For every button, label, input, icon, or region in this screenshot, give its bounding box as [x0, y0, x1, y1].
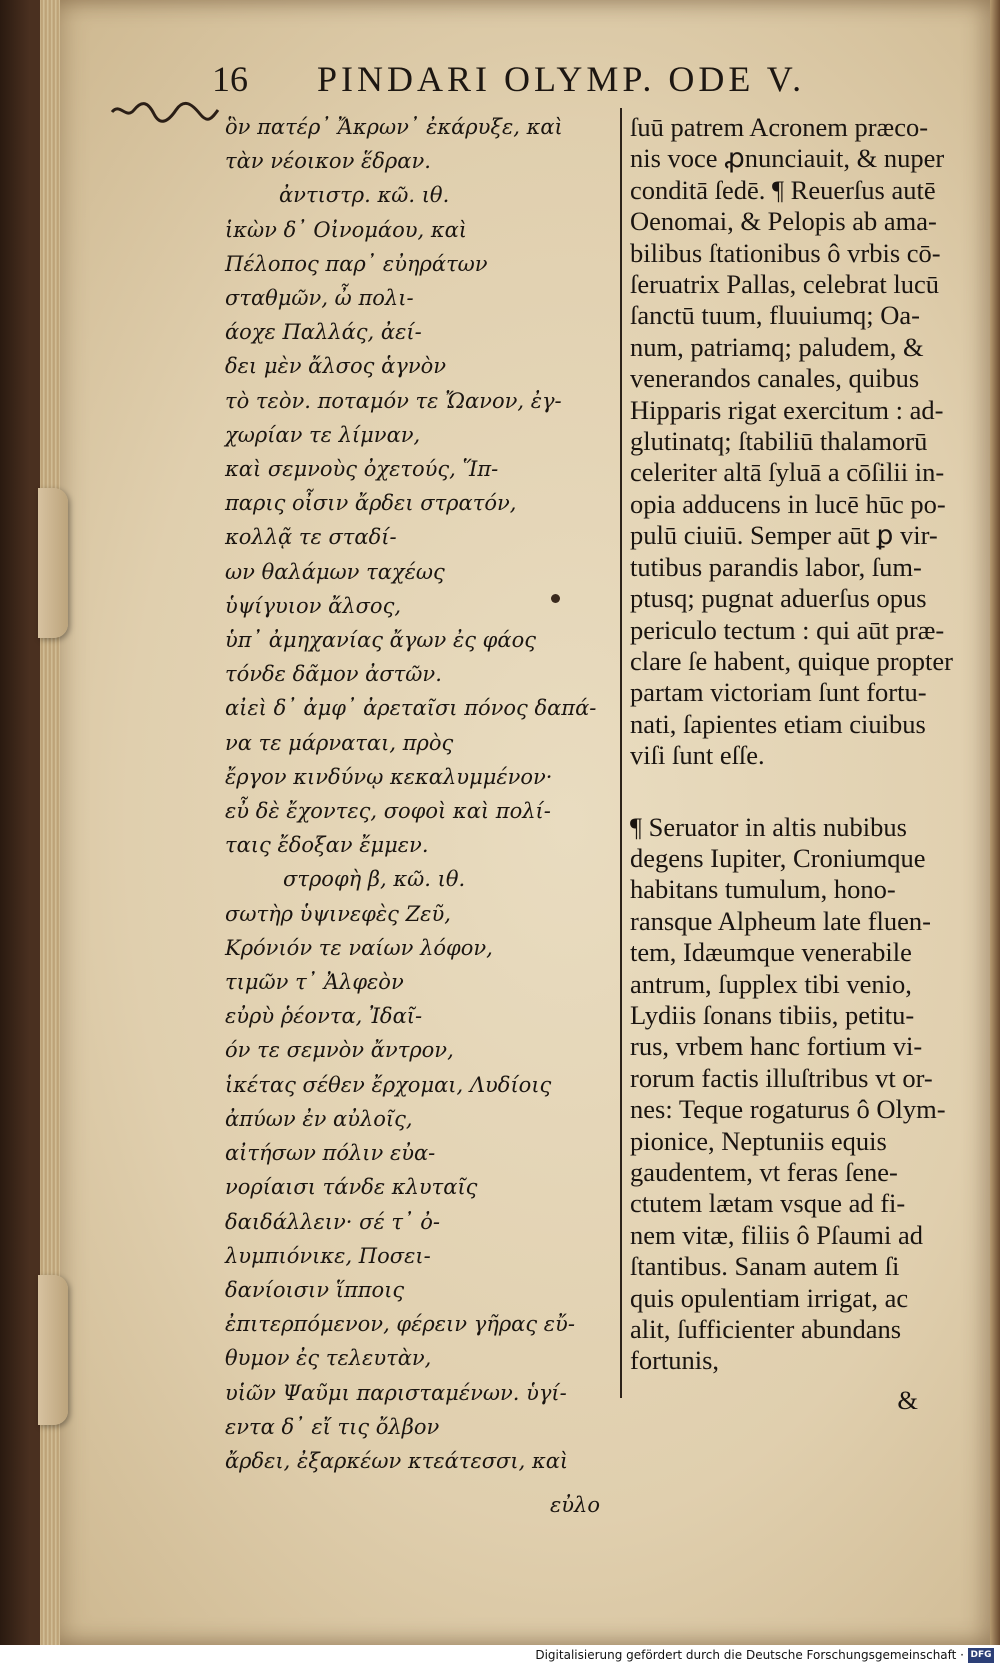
greek-line: χωρίαν τε λίμναν,: [225, 422, 421, 447]
paragraph-gap: [630, 772, 928, 812]
latin-line: habitans tumulum, hono-: [630, 874, 896, 905]
latin-line: ransque Alpheum late fluen-: [630, 905, 931, 936]
latin-text-column: [630, 112, 954, 1416]
greek-line: αἰτήσων πόλιν εὐα-: [225, 1141, 436, 1166]
greek-line: εντα δ᾽ εἴ τις ὄλβον: [225, 1414, 440, 1439]
greek-line: Κρόνιόν τε ναίων λόφον,: [225, 935, 493, 960]
greek-line: αἰεὶ δ᾽ ἀμφ᾽ ἀρεταῖσι πόνος δαπά-: [225, 696, 597, 721]
greek-catchword: εὐλο: [550, 1493, 600, 1518]
latin-line: venerandos canales, quibus: [630, 363, 920, 394]
running-title: PINDARI OLYMP. ODE V.: [317, 59, 806, 99]
greek-line: ἱκὼν δ᾽ Οἰνομάου, καὶ: [225, 217, 468, 242]
greek-line: δανίοισιν ἵπποις: [225, 1277, 405, 1302]
greek-line: όν τε σεμνὸν ἄντρον,: [225, 1038, 454, 1063]
latin-line: tutibus parandis labor, ſum-: [630, 551, 922, 582]
latin-line: partam victoriam ſunt fortu-: [630, 677, 927, 708]
greek-line: θυμον ἐς τελευτὰν,: [225, 1346, 432, 1371]
greek-line: ἄρδει, ἐξαρκέων κτεάτεσσι, καὶ: [225, 1448, 569, 1473]
latin-line: viſi ſunt eſſe.: [630, 740, 765, 771]
latin-line: periculo tectum : qui aūt præ-: [630, 614, 945, 645]
latin-line: ptusq; pugnat aduerſus opus: [630, 583, 927, 614]
latin-line: Hipparis rigat exercitum : ad-: [630, 394, 944, 425]
latin-line: num, patriamq; paludem, &: [630, 331, 924, 362]
greek-line: τὰν νέοικον ἕδραν.: [225, 149, 431, 174]
latin-line: tem, Idæumque venerabile: [630, 937, 912, 968]
latin-line: nem vitæ, filiis ô Pſaumi ad: [630, 1219, 923, 1250]
latin-line: pulū ciuiū. Semper aūt ꝑ vir-: [630, 520, 938, 551]
column-rule: [620, 108, 622, 1398]
latin-line: bilibus ſtationibus ô vrbis cō-: [630, 237, 941, 268]
footer-credit: Digitalisierung gefördert durch die Deutsche Forschungsgemeinschaft ·: [535, 1648, 964, 1662]
latin-line: Oenomai, & Pelopis ab ama-: [630, 206, 937, 237]
greek-line: δαιδάλλειν· σέ τ᾽ ὀ-: [225, 1209, 440, 1234]
greek-line: Πέλοπος παρ᾽ εὐηράτων: [225, 251, 488, 276]
greek-line: εὖ δὲ ἔχοντες, σοφοὶ καὶ πολί-: [225, 799, 551, 824]
greek-line: τιμῶν τ᾽ Ἀλφεὸν: [225, 970, 404, 995]
greek-line: τὸ τεὸν. ποταμόν τε Ὤανον, ἐγ-: [225, 388, 562, 413]
greek-line: καὶ σεμνοὺς ὀχετούς, Ἵπ-: [225, 457, 499, 482]
latin-line: degens Iupiter, Croniumque: [630, 842, 926, 873]
greek-text-column: [225, 110, 610, 1522]
latin-line: Lydiis ſonans tibiis, petitu-: [630, 999, 915, 1030]
latin-line: ſtantibus. Sanam autem ſi: [630, 1251, 900, 1282]
latin-line: ſeruatrix Pallas, celebrat lucū: [630, 269, 940, 300]
latin-line: antrum, ſupplex tibi venio,: [630, 968, 912, 999]
latin-line: rus, vrbem hanc fortium vi-: [630, 1031, 923, 1062]
latin-line: nati, ſapientes etiam ciuibus: [630, 708, 926, 739]
latin-line: gaudentem, vt feras ſene-: [630, 1157, 898, 1187]
greek-line: ἔργον κινδύνῳ κεκαλυμμένον·: [225, 764, 553, 789]
greek-line: άοχε Παλλάς, ἀεί-: [225, 320, 422, 345]
latin-line: ctutem lætam vsque ad fi-: [630, 1188, 906, 1219]
latin-line: clare ſe habent, quique propter: [630, 645, 954, 676]
page-number: 16: [212, 59, 248, 99]
greek-line: κολλᾷ τε σταδί-: [225, 525, 397, 550]
greek-line: τόνδε δᾶμον ἀστῶν.: [225, 662, 442, 687]
latin-line: ¶ Seruator in altis nubibus: [630, 811, 907, 842]
clasp-bottom: [38, 1275, 68, 1425]
greek-line: εὐρὺ ῥέοντα, Ἰδαῖ-: [225, 1004, 423, 1029]
latin-line: conditā ſedē. ¶ Reuerſus autē: [630, 174, 936, 205]
latin-line: celeriter altā ſyluā a cōſilii in-: [630, 457, 945, 488]
greek-line: παρις οἶσιν ἄρδει στρατόν,: [225, 491, 517, 516]
greek-line: ἐπιτερπόμενον, φέρειν γῆρας εὔ-: [225, 1312, 575, 1337]
greek-line: ων θαλάμων ταχέως: [225, 559, 445, 584]
greek-line: ἀπύων ἐν αὐλοῖς,: [225, 1106, 413, 1131]
latin-line: glutinatq; ſtabiliū thalamorū: [630, 426, 928, 457]
dfg-logo: DFG: [968, 1648, 994, 1663]
latin-line: pionice, Neptuniis equis: [630, 1125, 887, 1156]
clasp-top: [38, 488, 68, 638]
latin-line: alit, ſufficienter abundans: [630, 1314, 902, 1345]
greek-line: δει μὲν ἄλσος ἁγνὸν: [225, 354, 446, 379]
latin-line: ſanctū tuum, fluuiumq; Oa-: [630, 300, 920, 331]
greek-line: νορίαισι τάνδε κλυταῖς: [225, 1175, 478, 1200]
greek-line: λυμπιόνικε, Ποσει-: [225, 1243, 431, 1268]
latin-line: opia adducens in lucē hūc po-: [630, 488, 946, 519]
digitization-footer: [0, 1645, 1000, 1667]
greek-strophe-heading: ἀντιστρ. κῶ. ιθ.: [279, 183, 450, 208]
latin-line: quis opulentiam irrigat, ac: [630, 1282, 909, 1313]
greek-line: ὑπ᾽ ἀμηχανίας ἄγων ἐς φάος: [225, 628, 536, 653]
greek-line: σωτὴρ ὑψινεφὲς Ζεῦ,: [225, 901, 451, 926]
greek-line: ἱκέτας σέθεν ἔρχομαι, Λυδίοις: [225, 1072, 552, 1097]
binding-edge: [990, 0, 1000, 1645]
latin-line: fortunis,: [630, 1345, 720, 1376]
latin-line: rorum factis illuſtribus vt or-: [630, 1062, 933, 1093]
greek-line: ὃν πατέρ᾽ Ἄκρων᾽ ἐκάρυξε, καὶ: [225, 115, 563, 139]
ink-scribble: [110, 98, 220, 126]
greek-line: ὑψίγυιον ἄλσος,: [225, 593, 402, 618]
greek-line: να τε μάρναται, πρὸς: [225, 730, 454, 755]
page-header: [212, 58, 912, 104]
greek-line: ταις ἔδοξαν ἔμμεν.: [225, 833, 429, 858]
latin-line: nis voce ꝓnunciauit, & nuper: [630, 143, 945, 174]
greek-line: σταθμῶν, ὦ πολι-: [225, 286, 414, 311]
greek-line: υἱῶν Ψαῦμι παρισταμένων. ὑγί-: [225, 1380, 567, 1405]
latin-line: nes: Teque rogaturus ô Olym-: [630, 1094, 946, 1125]
latin-line: ſuū patrem Acronem præco-: [630, 112, 929, 142]
latin-catchword: &: [897, 1384, 918, 1415]
greek-strophe-heading: στροφὴ β, κῶ. ιθ.: [283, 867, 466, 892]
